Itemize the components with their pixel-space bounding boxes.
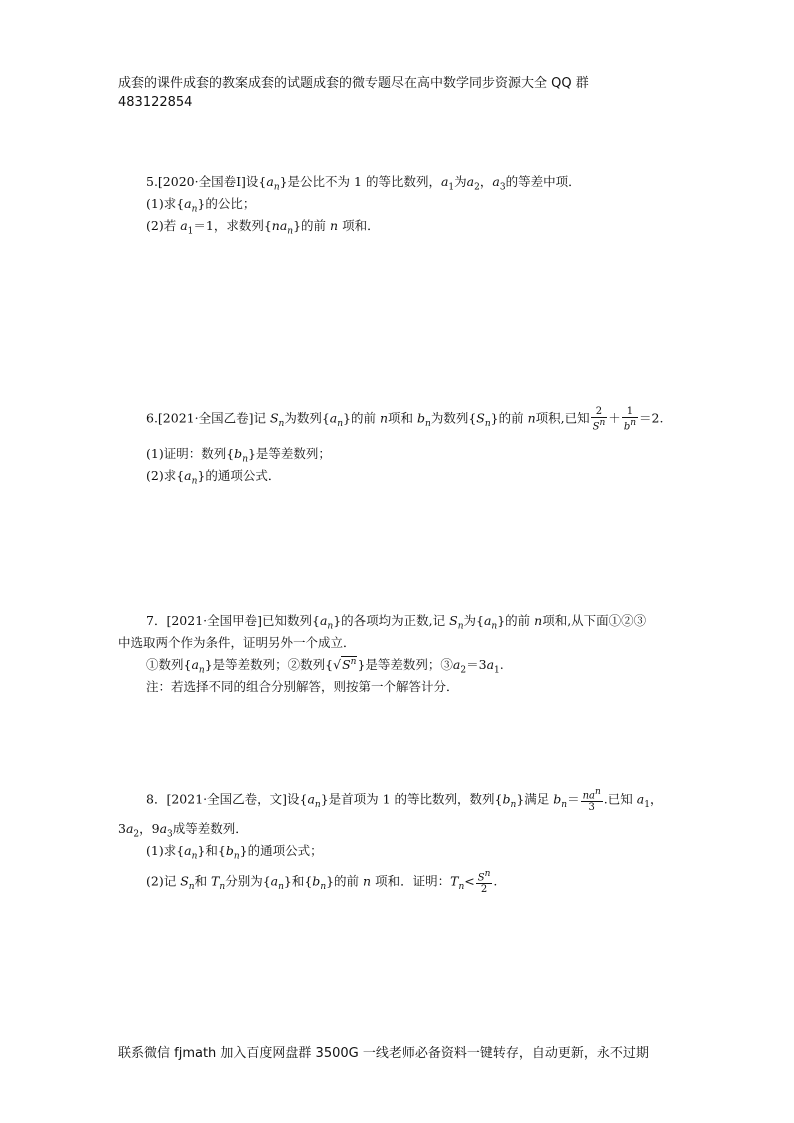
problem-7-line-1: 7．[2021·全国甲卷]已知数列$\{a_n\}$的各项均为正数,记 $S_n$为$\{a_n\}$的前 n项和,从下面①②③ [146,613,647,632]
fraction-2-over-Sn: $\frac{2}{S^n}$ [592,406,606,433]
problem-5-part-1: (1)求$\{a_n\}$的公比； [146,196,256,215]
fraction-Sn-over-2: $\frac{S^n}{2}$ [477,869,491,896]
problem-6-line-1: 6.[2021·全国乙卷]记 $S_n$为数列$\{a_n\}$的前 n项和 $b_n$为数列$\{S_n\}$的前 n项积,已知 $\frac{2}{S^n}$ ＋ $\frac{1}{b^n}$ ＝2. [146,406,664,433]
header-line-2: 483122854 [118,95,193,110]
page-footer: 联系微信 fjmath 加入百度网盘群 3500G 一线老师必备资料一键转存，自动更新，永不过期 [118,1046,649,1061]
problem-7-line-2: 中选取两个作为条件，证明另外一个成立． [118,635,356,650]
problem-5-part-2: (2)若 $a_1=1$，求数列$\{na_n\}$的前 n 项和． [146,218,380,237]
header-line-1: 成套的课件成套的教案成套的试题成套的微专题尽在高中数学同步资源大全 QQ 群 [118,76,589,91]
fraction-nan-over-3: $\frac{na^n}{3}$ [582,787,601,814]
page-header [118,74,718,112]
problem-7-conditions: ①数列$\{a_n\}$是等差数列；②数列$\{√S^n\}$是等差数列；$③a_2=3a_1$. [146,656,504,676]
problem-8-line-2: $3a_2$，$9a_3$成等差数列． [118,821,248,840]
problem-8-line-1: 8．[2021·全国乙卷，文]设$\{a_n\}$是首项为 1 的等比数列，数列$\{b_n\}$满足 $b_n=$ $\frac{na^n}{3}$ .已知 $a_1$， [146,787,663,814]
problem-8-part-2: (2)记 $S_n$和 $T_n$分别为$\{a_n\}$和$\{b_n\}$的前 n 项和．证明：$T_n<$ $\frac{S^n}{2}$ . [146,869,498,896]
problem-5-line-1: 5.[2020·全国卷Ⅰ]设$\{a_n\}$是公比不为 1 的等比数列，$a_1$为$a_2$，$a_3$的等差中项． [146,174,581,193]
problem-7-note: 注：若选择不同的组合分别解答，则按第一个解答计分． [146,679,459,694]
problem-6-part-1: (1)证明：数列$\{b_n\}$是等差数列； [146,446,331,465]
problem-6-part-2: (2)求$\{a_n\}$的通项公式． [146,468,281,487]
fraction-1-over-bn: $\frac{1}{b^n}$ [623,406,637,433]
problem-8-part-1: (1)求$\{a_n\}$和$\{b_n\}$的通项公式； [146,843,323,862]
